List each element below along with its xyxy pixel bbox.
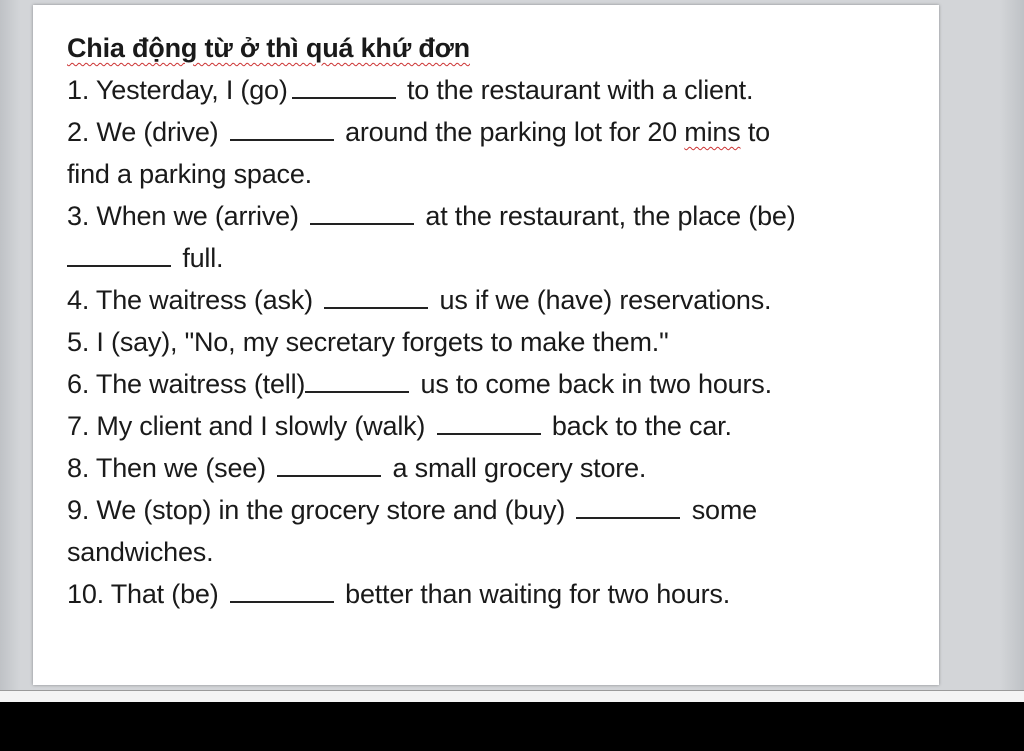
question-10 — [67, 573, 927, 615]
question-5 — [67, 321, 927, 363]
question-2-continuation — [67, 153, 927, 195]
answer-blank-10 — [230, 579, 334, 603]
question-1-rest: to the restaurant with a client. — [406, 75, 754, 105]
question-2-rest: around the parking lot for 20 — [345, 117, 685, 147]
question-2-cont: find a parking space. — [67, 159, 312, 189]
question-10-rest: better than waiting for two hours. — [345, 579, 731, 609]
question-7 — [67, 405, 927, 447]
document-page — [33, 5, 939, 685]
answer-blank-9 — [576, 495, 680, 519]
question-3-continuation — [67, 237, 927, 279]
answer-blank-3a — [310, 201, 414, 225]
bottom-black-bar — [0, 702, 1024, 751]
exercise-title — [67, 27, 927, 69]
question-5-prompt: 5. I (say), "No, my secretary forgets to make them." — [67, 327, 669, 357]
answer-blank-3b — [67, 243, 171, 267]
title-text: Chia động từ ở thì quá khứ đơn — [67, 33, 470, 63]
question-1 — [67, 69, 927, 111]
question-7-rest: back to the car. — [551, 411, 732, 441]
question-8-rest: a small grocery store. — [392, 453, 647, 483]
question-2-prompt: 2. We (drive) — [67, 117, 219, 147]
question-9-prompt: 9. We (stop) in the grocery store and (buy) — [67, 495, 566, 525]
question-4 — [67, 279, 927, 321]
question-6 — [67, 363, 927, 405]
question-8-prompt: 8. Then we (see) — [67, 453, 266, 483]
answer-blank-1 — [292, 75, 396, 99]
question-9-rest: some — [691, 495, 757, 525]
answer-blank-6 — [305, 369, 409, 393]
question-7-prompt: 7. My client and I slowly (walk) — [67, 411, 426, 441]
question-8 — [67, 447, 927, 489]
answer-blank-8 — [277, 453, 381, 477]
answer-blank-2 — [230, 117, 334, 141]
question-3-rest: at the restaurant, the place (be) — [425, 201, 796, 231]
answer-blank-4 — [324, 285, 428, 309]
question-10-prompt: 10. That (be) — [67, 579, 219, 609]
question-4-prompt: 4. The waitress (ask) — [67, 285, 313, 315]
question-3-cont: full. — [182, 243, 224, 273]
question-3 — [67, 195, 927, 237]
question-3-prompt: 3. When we (arrive) — [67, 201, 299, 231]
question-2-rest-end: to — [740, 117, 770, 147]
question-2 — [67, 111, 927, 153]
question-9 — [67, 489, 927, 531]
question-9-continuation — [67, 531, 927, 573]
question-6-prompt: 6. The waitress (tell) — [67, 369, 306, 399]
exercise-content — [67, 27, 927, 615]
question-6-rest: us to come back in two hours. — [420, 369, 772, 399]
question-4-rest: us if we (have) reservations. — [439, 285, 772, 315]
question-1-prompt: 1. Yesterday, I (go) — [67, 75, 288, 105]
answer-blank-7 — [437, 411, 541, 435]
question-2-spellcheck-word: mins — [684, 117, 741, 147]
question-9-cont: sandwiches. — [67, 537, 214, 567]
